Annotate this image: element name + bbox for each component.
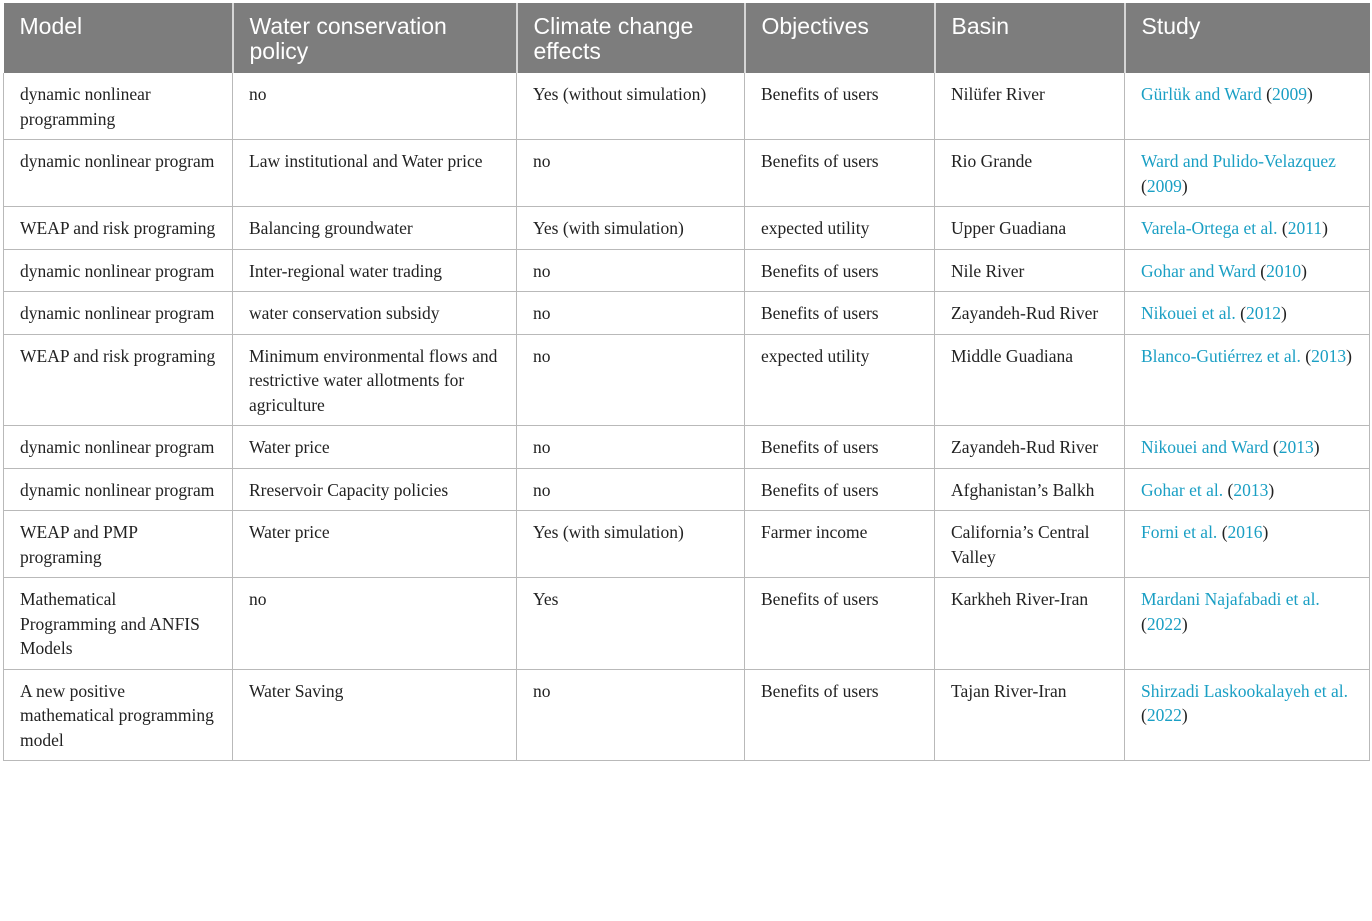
header-model: Model [4,3,233,73]
cell-model [4,468,233,511]
cell-climate [517,511,745,578]
policy-text: Inter-regional water trading [249,260,443,281]
paren-open: ( [1281,218,1288,238]
basin-text: Upper Guadiana [951,218,1067,238]
basin-text: Zayandeh-Rud River [951,437,1099,457]
study-year-link[interactable]: 2016 [1227,522,1263,542]
study-author-link[interactable]: Nikouei et al. [1141,303,1236,323]
study-author-link[interactable]: Gohar et al. [1141,479,1224,500]
study-author-link[interactable]: Forni et al. [1141,522,1218,542]
model-text: dynamic nonlinear program [20,479,215,500]
cell-model [4,334,233,426]
objectives-text: Benefits of users [761,479,879,500]
cell-objectives [745,468,935,511]
paren-open: ( [1141,613,1147,634]
paren-close: ) [1181,175,1188,196]
cell-study [1125,140,1370,207]
cell-model [4,669,233,761]
study-year-link[interactable]: 2022 [1146,705,1182,725]
basin-text: Zayandeh-Rud River [951,303,1099,323]
basin-text: California’s Central Valley [951,522,1090,567]
cell-basin [935,468,1125,511]
cell-basin [935,578,1125,670]
paren-close: ) [1313,437,1320,457]
model-text: A new positive mathematical programming model [20,680,214,750]
header-objectives: Objectives [745,3,935,73]
cell-model [4,140,233,207]
cell-climate [517,578,745,670]
paren-close: ) [1301,260,1307,281]
objectives-text: Benefits of users [761,589,879,609]
basin-text: Tajan River-Iran [951,680,1067,701]
cell-policy [233,334,517,426]
cell-climate [517,292,745,335]
table-row [4,334,1370,426]
study-year-link[interactable]: 2013 [1311,345,1347,366]
cell-basin [935,207,1125,250]
cell-basin [935,249,1125,292]
objectives-text: Benefits of users [761,437,879,457]
study-year-link[interactable]: 2010 [1266,260,1302,281]
policy-text: Rreservoir Capacity policies [249,479,449,500]
study-author-link[interactable]: Varela-Ortega et al. [1141,218,1278,238]
table-header [4,3,1370,73]
study-author-link[interactable]: Nikouei and Ward [1141,437,1269,457]
cell-objectives [745,73,935,140]
cell-study [1125,334,1370,426]
climate-text: no [533,345,551,366]
paren-open: ( [1227,479,1234,500]
cell-model [4,511,233,578]
model-text: dynamic nonlinear program [20,151,215,171]
cell-model [4,249,233,292]
paren-close: ) [1262,522,1269,542]
paren-open: ( [1305,345,1312,366]
basin-text: Karkheh River-Iran [951,589,1089,609]
table-row [4,292,1370,335]
cell-study [1125,292,1370,335]
paren-close: ) [1306,84,1313,104]
cell-climate [517,73,745,140]
model-text: dynamic nonlinear program [20,303,215,323]
objectives-text: Benefits of users [761,303,879,323]
basin-text: Rio Grande [951,151,1033,171]
study-author-link[interactable]: Shirzadi Laskookalayeh et al. [1141,680,1349,701]
paren-close: ) [1268,479,1275,500]
climate-text: no [533,680,551,701]
model-text: Mathematical Programming and ANFIS Models [20,589,200,658]
objectives-text: Farmer income [761,522,868,542]
study-author-link[interactable]: Gürlük and Ward [1141,84,1262,104]
cell-objectives [745,140,935,207]
objectives-text: Benefits of users [761,84,879,104]
cell-study [1125,249,1370,292]
objectives-text: expected utility [761,218,870,238]
table-row [4,73,1370,140]
cell-model [4,578,233,670]
basin-text: Middle Guadiana [951,345,1073,366]
cell-climate [517,249,745,292]
study-author-link[interactable]: Blanco-Gutiérrez et al. [1141,345,1301,366]
header-row [4,3,1370,73]
climate-text: Yes (with simulation) [533,522,684,542]
cell-policy [233,468,517,511]
cell-study [1125,73,1370,140]
cell-basin [935,140,1125,207]
cell-climate [517,140,745,207]
paren-open: ( [1260,260,1267,281]
objectives-text: expected utility [761,345,870,366]
climate-text: no [533,151,551,171]
cell-objectives [745,207,935,250]
policy-text: Water Saving [249,680,344,701]
study-author-link[interactable]: Ward and Pulido-Velazquez [1141,151,1336,171]
paren-open: ( [1272,437,1279,457]
study-year-link[interactable]: 2009 [1271,84,1307,104]
table-row [4,207,1370,250]
cell-objectives [745,511,935,578]
cell-policy [233,73,517,140]
study-year-link[interactable]: 2022 [1146,613,1182,634]
cell-study [1125,511,1370,578]
table-container [3,3,1369,761]
cell-policy [233,207,517,250]
climate-text: no [533,303,551,323]
climate-text: Yes [533,589,559,609]
cell-policy [233,249,517,292]
table-row [4,140,1370,207]
climate-text: no [533,479,551,500]
paren-close: ) [1280,303,1287,323]
climate-text: Yes (with simulation) [533,218,684,238]
cell-objectives [745,334,935,426]
paren-close: ) [1181,613,1188,634]
cell-study [1125,207,1370,250]
table-row [4,578,1370,670]
cell-objectives [745,292,935,335]
cell-basin [935,334,1125,426]
model-text: WEAP and risk programing [20,345,216,366]
paren-close: ) [1322,218,1328,238]
cell-basin [935,511,1125,578]
model-text: WEAP and risk programing [20,218,216,238]
cell-model [4,292,233,335]
cell-basin [935,292,1125,335]
objectives-text: Benefits of users [761,680,879,701]
policy-text: no [249,84,267,104]
table-row [4,468,1370,511]
policy-text: Minimum environmental flows and restrictive water allotments for agriculture [249,345,498,415]
header-climate-change-effects: Climate change effects [517,3,745,73]
policy-text: Law institutional and Water price [249,151,483,171]
study-year-link[interactable]: 2009 [1146,175,1182,196]
header-basin: Basin [935,3,1125,73]
cell-policy [233,140,517,207]
cell-climate [517,334,745,426]
table-row [4,426,1370,469]
study-author-link[interactable]: Mardani Najafabadi et al. [1141,589,1320,609]
table-row [4,669,1370,761]
cell-policy [233,292,517,335]
climate-text: Yes (without simulation) [533,84,707,104]
policy-text: Water price [249,437,330,457]
policy-text: water conservation subsidy [249,303,440,323]
header-water-conservation-policy: Water conservation policy [233,3,517,73]
cell-model [4,207,233,250]
cell-study [1125,426,1370,469]
study-year-link[interactable]: 2012 [1245,303,1281,323]
cell-policy [233,511,517,578]
table-body [4,73,1370,761]
cell-policy [233,426,517,469]
study-year-link[interactable]: 2011 [1287,218,1323,238]
model-text: dynamic nonlinear programming [20,84,151,129]
cell-basin [935,426,1125,469]
model-text: WEAP and PMP programing [20,522,138,567]
model-text: dynamic nonlinear program [20,260,215,281]
climate-text: no [533,437,551,457]
paren-open: ( [1141,705,1147,725]
cell-objectives [745,578,935,670]
cell-study [1125,669,1370,761]
cell-objectives [745,249,935,292]
table-row [4,511,1370,578]
cell-policy [233,669,517,761]
basin-text: Nilüfer River [951,84,1045,104]
policy-text: Water price [249,522,330,542]
table-row [4,249,1370,292]
cell-policy [233,578,517,670]
paren-open: ( [1141,175,1147,196]
paren-open: ( [1221,522,1228,542]
study-author-link[interactable]: Gohar and Ward [1141,260,1256,281]
paren-close: ) [1346,345,1352,366]
study-year-link[interactable]: 2013 [1233,479,1269,500]
cell-climate [517,207,745,250]
cell-objectives [745,426,935,469]
basin-text: Afghanistan’s Balkh [951,479,1095,500]
cell-study [1125,578,1370,670]
cell-climate [517,426,745,469]
studies-table [3,3,1370,761]
paren-open: ( [1266,84,1272,104]
cell-model [4,426,233,469]
policy-text: Balancing groundwater [249,218,413,238]
cell-objectives [745,669,935,761]
cell-basin [935,669,1125,761]
objectives-text: Benefits of users [761,260,879,281]
cell-model [4,73,233,140]
policy-text: no [249,589,267,609]
model-text: dynamic nonlinear program [20,437,215,457]
paren-open: ( [1240,303,1246,323]
cell-climate [517,468,745,511]
cell-basin [935,73,1125,140]
basin-text: Nile River [951,260,1025,281]
cell-climate [517,669,745,761]
cell-study [1125,468,1370,511]
header-study: Study [1125,3,1370,73]
objectives-text: Benefits of users [761,151,879,171]
paren-close: ) [1181,705,1188,725]
climate-text: no [533,260,551,281]
study-year-link[interactable]: 2013 [1278,437,1314,457]
